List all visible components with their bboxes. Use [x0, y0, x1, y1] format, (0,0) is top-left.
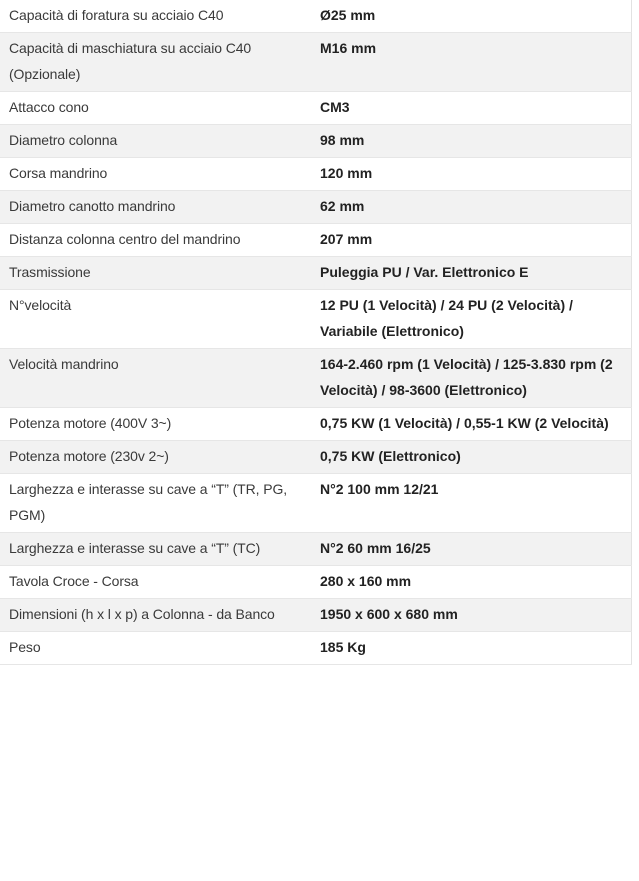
spec-value: 0,75 KW (Elettronico) [320, 441, 631, 474]
table-row [0, 0, 631, 33]
table-row [0, 441, 631, 474]
spec-label: Diametro canotto mandrino [0, 191, 320, 224]
spec-value: 0,75 KW (1 Velocità) / 0,55-1 KW (2 Velocità) [320, 408, 631, 441]
spec-value: 280 x 160 mm [320, 566, 631, 599]
spec-label: N°velocità [0, 290, 320, 349]
spec-value: Ø25 mm [320, 0, 631, 33]
table-row [0, 632, 631, 665]
spec-label: Potenza motore (400V 3~) [0, 408, 320, 441]
table-row [0, 92, 631, 125]
spec-value: Puleggia PU / Var. Elettronico E [320, 257, 631, 290]
table-row [0, 290, 631, 349]
spec-label: Diametro colonna [0, 125, 320, 158]
table-row [0, 191, 631, 224]
table-row [0, 33, 631, 92]
table-row [0, 566, 631, 599]
spec-label: Larghezza e interasse su cave a “T” (TC) [0, 533, 320, 566]
spec-label: Potenza motore (230v 2~) [0, 441, 320, 474]
spec-value: 120 mm [320, 158, 631, 191]
spec-value: N°2 60 mm 16/25 [320, 533, 631, 566]
spec-label: Corsa mandrino [0, 158, 320, 191]
spec-value: 12 PU (1 Velocità) / 24 PU (2 Velocità) / Variabile (Elettronico) [320, 290, 631, 349]
spec-value: M16 mm [320, 33, 631, 92]
spec-label: Peso [0, 632, 320, 665]
table-row [0, 474, 631, 533]
spec-value: 98 mm [320, 125, 631, 158]
table-row [0, 257, 631, 290]
spec-label: Trasmissione [0, 257, 320, 290]
spec-label: Velocità mandrino [0, 349, 320, 408]
spec-value: 207 mm [320, 224, 631, 257]
table-row [0, 408, 631, 441]
spec-label: Larghezza e interasse su cave a “T” (TR, PG, PGM) [0, 474, 320, 533]
spec-value: 185 Kg [320, 632, 631, 665]
table-row [0, 158, 631, 191]
spec-label: Capacità di foratura su acciaio C40 [0, 0, 320, 33]
spec-value: N°2 100 mm 12/21 [320, 474, 631, 533]
spec-value: 164-2.460 rpm (1 Velocità) / 125-3.830 rpm (2 Velocità) / 98-3600 (Elettronico) [320, 349, 631, 408]
table-row [0, 224, 631, 257]
spec-label: Capacità di maschiatura su acciaio C40 (Opzionale) [0, 33, 320, 92]
spec-label: Attacco cono [0, 92, 320, 125]
table-row [0, 533, 631, 566]
spec-value: 62 mm [320, 191, 631, 224]
spec-label: Dimensioni (h x l x p) a Colonna - da Banco [0, 599, 320, 632]
table-row [0, 349, 631, 408]
table-row [0, 125, 631, 158]
spec-label: Distanza colonna centro del mandrino [0, 224, 320, 257]
spec-label: Tavola Croce - Corsa [0, 566, 320, 599]
spec-value: CM3 [320, 92, 631, 125]
table-row [0, 599, 631, 632]
spec-value: 1950 x 600 x 680 mm [320, 599, 631, 632]
